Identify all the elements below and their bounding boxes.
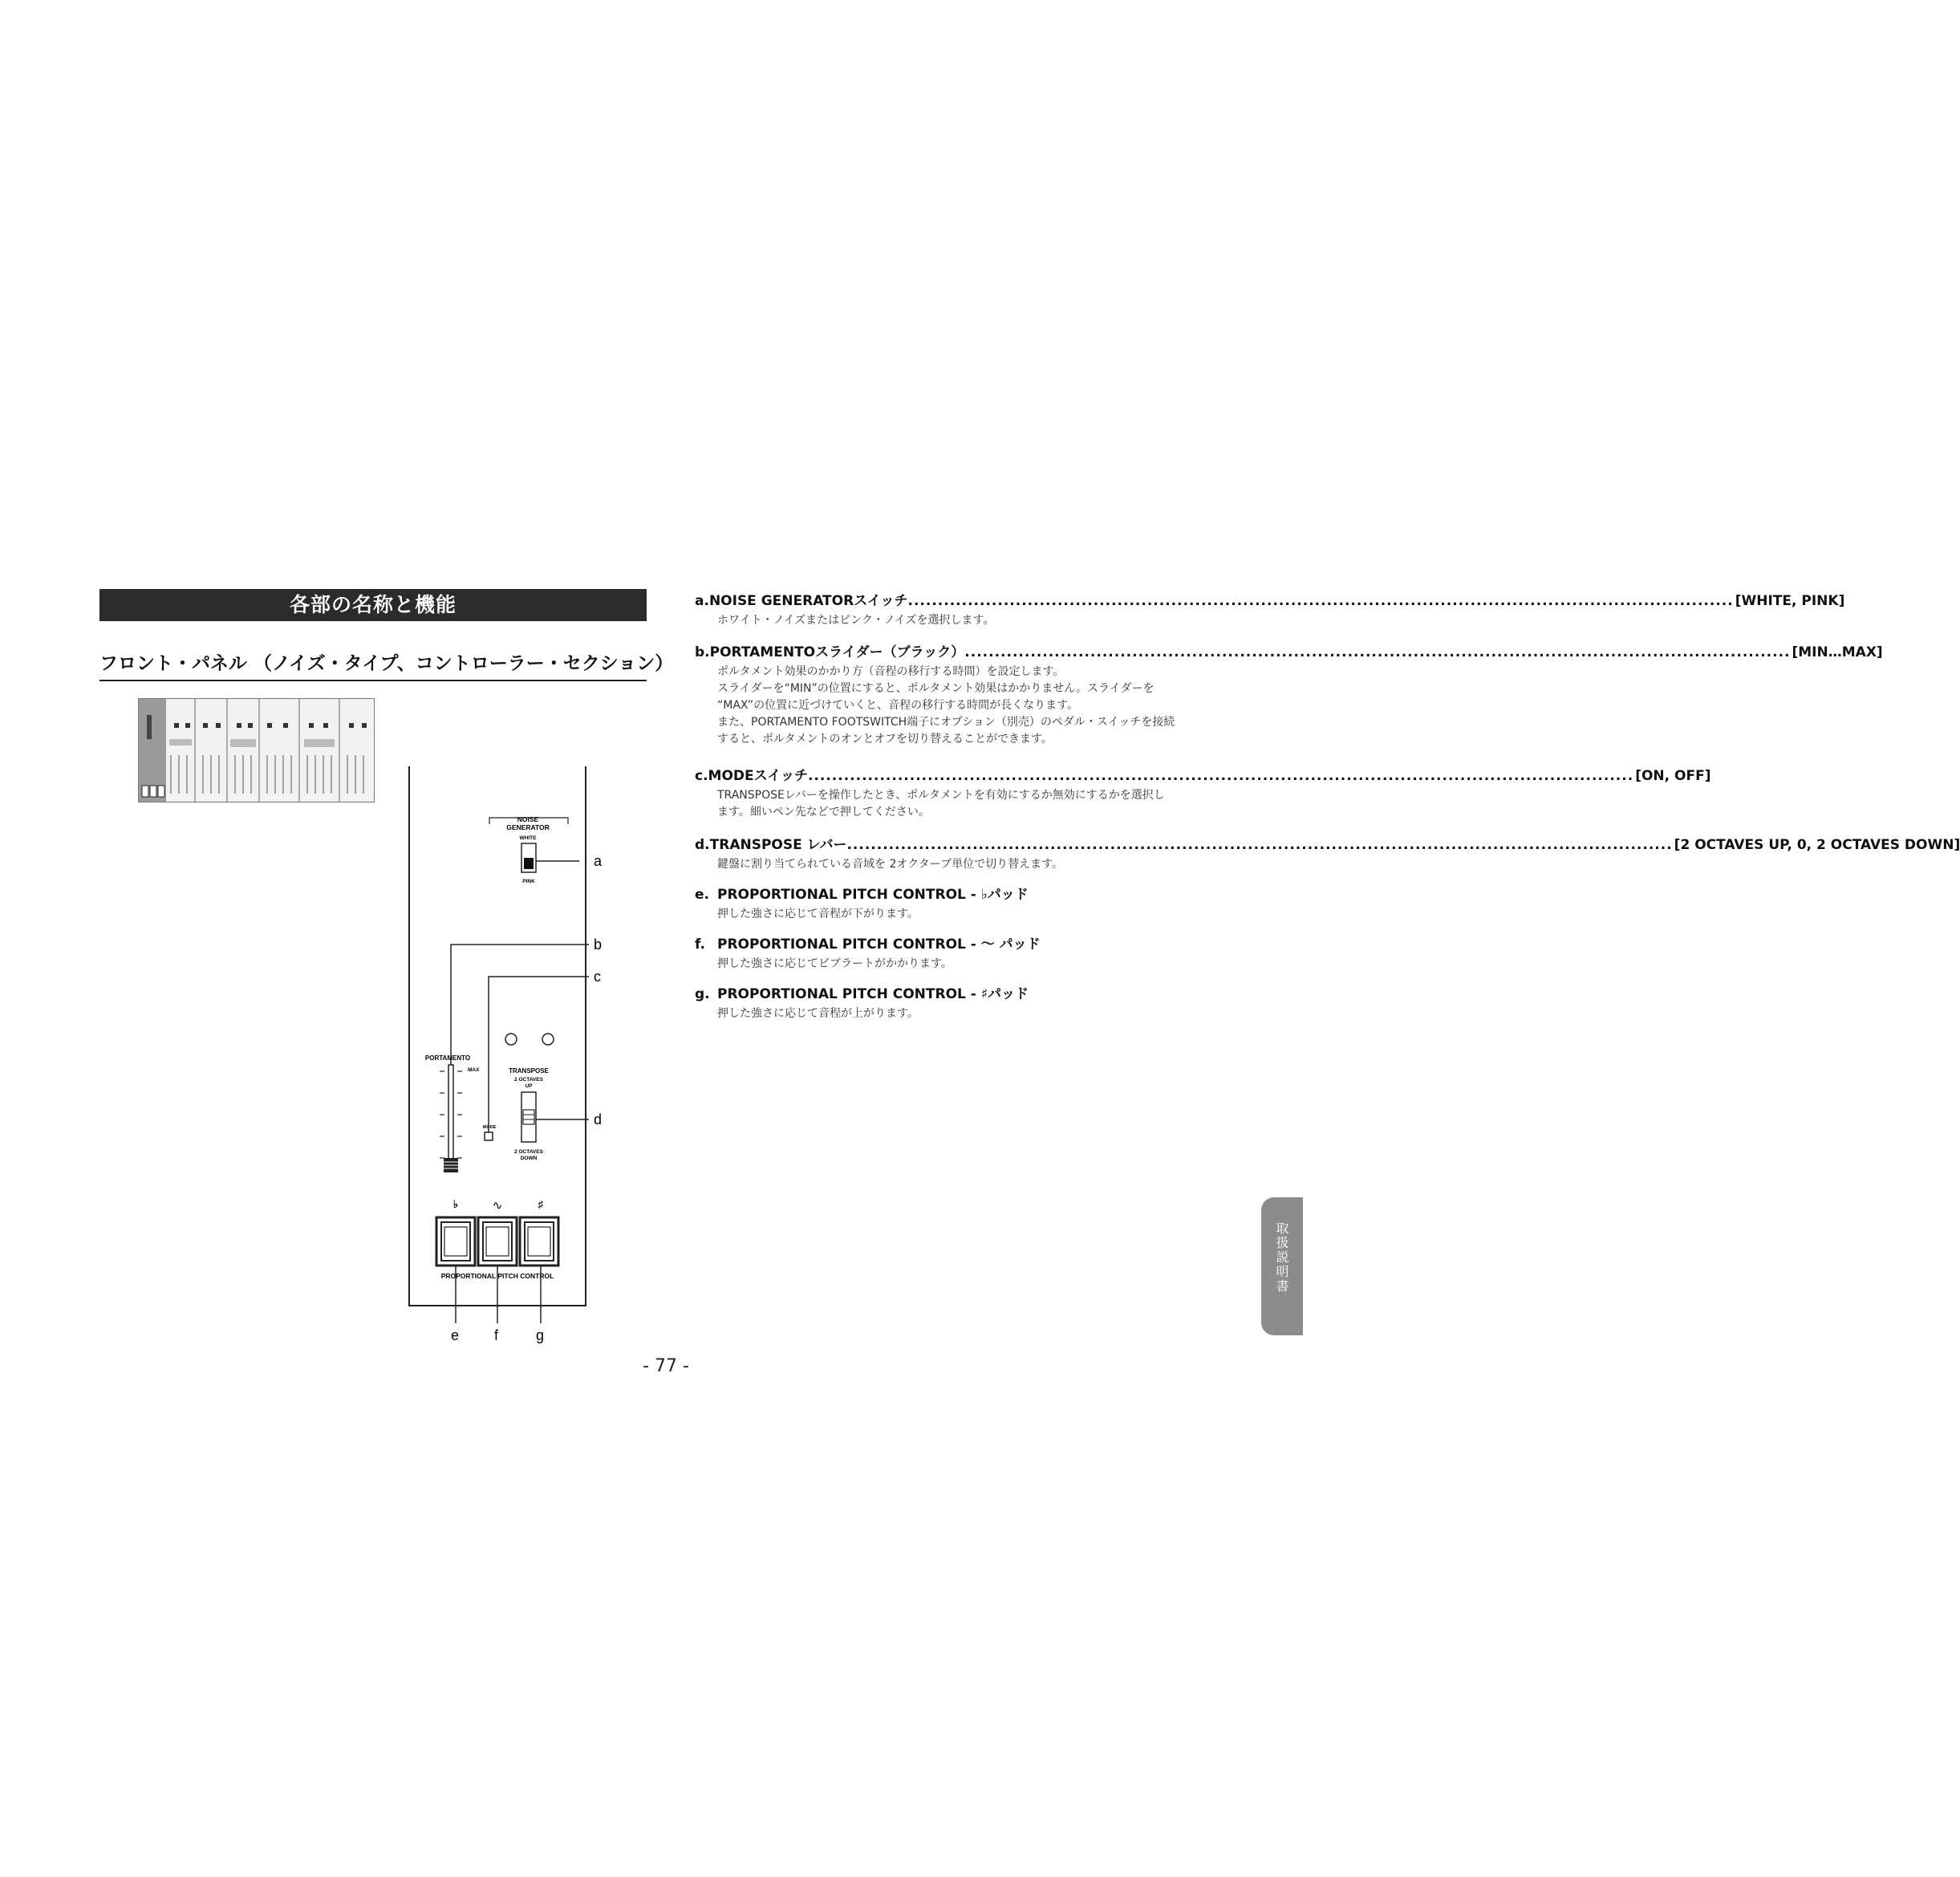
- callout-f: f: [494, 1327, 499, 1343]
- item-d: [695, 833, 1960, 873]
- item-desc-line: 押した強さに応じて音程が上がります。: [717, 1007, 919, 1020]
- sharp-symbol: ♯: [538, 1198, 544, 1210]
- flat-symbol: ♭: [452, 1198, 459, 1210]
- flat-pad[interactable]: [436, 1217, 475, 1266]
- page-number: - 77 -: [643, 1356, 689, 1376]
- item-title: PROPORTIONAL PITCH CONTROL - ♯パッド: [717, 986, 1029, 1002]
- item-title: MODEスイッチ: [708, 768, 808, 784]
- callout-b: b: [594, 936, 603, 953]
- noise-label-2: GENERATOR: [506, 823, 550, 831]
- callout-d: d: [594, 1111, 603, 1127]
- item-letter: g.: [695, 986, 710, 1002]
- item-letter: a.: [695, 593, 709, 609]
- oct-down-label-1: 2 OCTAVES: [514, 1149, 543, 1155]
- item-letter: d.: [695, 837, 710, 853]
- item-title: PROPORTIONAL PITCH CONTROL - 〜 パッド: [717, 936, 1041, 953]
- leader-dots: ..........................................................................................................................................: [964, 644, 1791, 660]
- callout-c: c: [594, 969, 601, 985]
- noise-label-1: NOISE: [517, 815, 539, 823]
- leader-dots: ..........................................................................................................................................: [807, 768, 1634, 784]
- white-label: WHITE: [519, 835, 537, 841]
- item-g: [695, 982, 1240, 1022]
- mode-label: MODE: [482, 1125, 497, 1130]
- item-e: [695, 883, 1240, 923]
- sharp-pad[interactable]: [520, 1217, 558, 1266]
- panel-overview-graphic: [139, 699, 374, 802]
- subtitle: フロント・パネル （ノイズ・タイプ、コントローラー・セクション）: [99, 648, 647, 681]
- callout-a: a: [594, 853, 603, 869]
- portamento-label: PORTAMENTO: [424, 1054, 471, 1062]
- side-tab-label: 取扱説明書: [1274, 1221, 1289, 1294]
- transpose-label: TRANSPOSE: [509, 1067, 549, 1075]
- item-desc-line: TRANSPOSEレバーを操作したとき、ポルタメントを有効にするか無効にするかを選択し: [717, 789, 1165, 802]
- item-title: PROPORTIONAL PITCH CONTROL - ♭パッド: [717, 887, 1029, 903]
- side-tab[interactable]: [1261, 1197, 1303, 1335]
- item-letter: b.: [695, 644, 710, 660]
- item-title: NOISE GENERATORスイッチ: [708, 593, 908, 609]
- item-letter: e.: [695, 887, 709, 903]
- item-desc-line: スライダーを“MIN”の位置にすると、ポルタメント効果はかかりません。スライダーを: [717, 682, 1154, 695]
- item-desc-line: ホワイト・ノイズまたはピンク・ノイズを選択します。: [717, 614, 995, 627]
- led-right: [542, 1034, 554, 1045]
- proportional-pitch-control-label: PROPORTIONAL PITCH CONTROL: [440, 1272, 554, 1280]
- item-range: [WHITE, PINK]: [1735, 593, 1845, 609]
- oct-up-label-1: 2 OCTAVES: [514, 1077, 543, 1083]
- item-desc-line: “MAX”の位置に近づけていくと、音程の移行する時間が長くなります。: [717, 699, 1079, 712]
- item-desc-line: 鍵盤に割り当てられている音域を 2オクターブ単位で切り替えます。: [717, 858, 1063, 871]
- item-desc-line: 押した強さに応じて音程が下がります。: [717, 908, 919, 920]
- item-f: [695, 932, 1240, 973]
- vibrato-symbol: ∿: [492, 1199, 503, 1213]
- item-range: [ON, OFF]: [1635, 768, 1711, 784]
- panel-overview-thumbnail: [138, 698, 375, 802]
- item-desc-line: ます。細いペン先などで押してください。: [717, 806, 930, 819]
- oct-down-label-2: DOWN: [520, 1156, 538, 1161]
- leader-dots: ..........................................................................................................................................: [907, 593, 1734, 609]
- item-desc-line: すると、ポルタメントのオンとオフを切り替えることができます。: [717, 733, 1053, 746]
- controller-panel-diagram: [401, 766, 626, 1344]
- callout-e: e: [451, 1327, 460, 1343]
- pink-label: PINK: [522, 879, 535, 884]
- item-b: [695, 640, 1883, 748]
- vibrato-pad[interactable]: [478, 1217, 517, 1266]
- item-desc-line: また、PORTAMENTO FOOTSWITCH端子にオプション（別売）のペダル・スイッチを接続: [717, 716, 1175, 729]
- item-letter: f.: [695, 936, 705, 953]
- item-a: [695, 589, 1845, 629]
- item-letter: c.: [695, 768, 708, 784]
- item-title: PORTAMENTOスライダー（ブラック）: [709, 644, 965, 660]
- max-label: MAX: [468, 1067, 480, 1073]
- item-desc-line: ポルタメント効果のかかり方（音程の移行する時間）を設定します。: [717, 665, 1065, 678]
- mode-switch[interactable]: [485, 1132, 493, 1140]
- item-range: [MIN…MAX]: [1792, 644, 1883, 660]
- item-c: [695, 764, 1711, 821]
- led-left: [505, 1034, 517, 1045]
- leader-dots: ..........................................................................................................................................: [846, 837, 1673, 853]
- section-title: 各部の名称と機能: [99, 589, 647, 621]
- oct-up-label-2: UP: [525, 1083, 533, 1089]
- item-title: TRANSPOSE レバー: [709, 837, 847, 853]
- item-range: [2 OCTAVES UP, 0, 2 OCTAVES DOWN]: [1674, 837, 1960, 853]
- item-desc-line: 押した強さに応じてビブラートがかかります。: [717, 957, 952, 970]
- callout-g: g: [536, 1327, 545, 1343]
